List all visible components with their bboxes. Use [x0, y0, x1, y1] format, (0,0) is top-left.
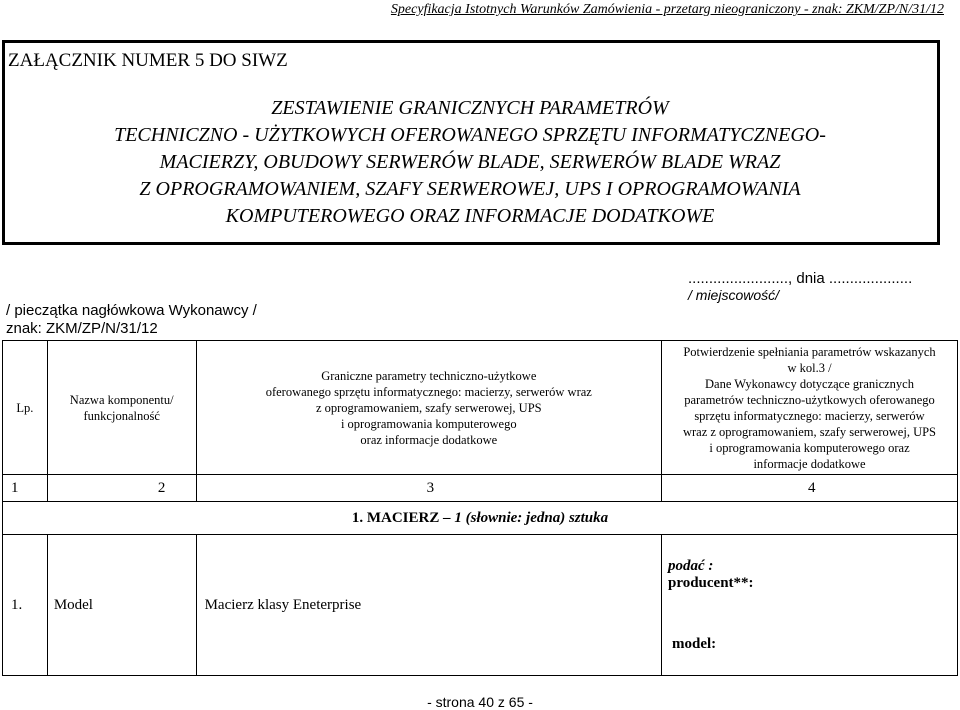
document-header: Specyfikacja Istotnych Warunków Zamówienia - przetarg nieograniczony - znak: ZKM/ZP/N/31/12: [390, 2, 944, 17]
document-title: [40, 95, 900, 230]
row-parameter: Macierz klasy Eneterprise: [196, 535, 661, 676]
page-number: - strona 40 z 65 -: [427, 694, 533, 710]
title-line: MACIERZY, OBUDOWY SERWERÓW BLADE, SERWERÓW BLADE WRAZ: [159, 151, 781, 173]
model-field[interactable]: model:: [671, 635, 717, 652]
stamp-label: / pieczątka nagłówkowa Wykonawcy /: [6, 302, 257, 319]
provide-label: podać :: [667, 557, 714, 574]
title-line: Z OPROGRAMOWANIEM, SZAFY SERWEROWEJ, UPS I OPROGRAMOWANIA: [139, 178, 801, 200]
column-number: 3: [196, 475, 661, 502]
row-lp: 1.: [3, 535, 48, 676]
section-quantity: – 1 (słownie: jedna) sztuka: [439, 509, 609, 526]
column-number-row: [3, 475, 958, 502]
header-confirm-line: parametrów techniczno-użytkowych oferowanego: [684, 392, 935, 407]
column-number: 1: [3, 475, 48, 502]
header-confirm-line: i oprogramowania komputerowego oraz: [709, 440, 910, 455]
header-param-line: oferowanego sprzętu informatycznego: macierzy, serwerów wraz: [265, 384, 592, 399]
header-component-name: [47, 341, 196, 475]
row-confirmation: [661, 535, 957, 676]
header-param-line: i oprogramowania komputerowego: [340, 416, 517, 431]
section-row: [3, 502, 958, 535]
producer-field[interactable]: producent**:: [667, 574, 754, 591]
section-number: 1. MACIERZ: [351, 509, 440, 526]
header-confirm-line: Potwierdzenie spełniania parametrów wskazanych: [683, 344, 936, 359]
header-confirm-line: w kol.3 /: [787, 360, 832, 375]
header-parameters: [196, 341, 661, 475]
row-component-name: Model: [47, 535, 196, 676]
place-label: / miejscowość/: [688, 287, 780, 303]
header-name-line: funkcjonalność: [83, 408, 160, 423]
place-date-field: ........................, dnia ....................: [688, 270, 913, 287]
header-name-line: Nazwa komponentu/: [69, 392, 174, 407]
title-line: ZESTAWIENIE GRANICZNYCH PARAMETRÓW: [271, 97, 669, 119]
table-header-row: [3, 341, 958, 475]
header-param-line: z oprogramowaniem, szafy serwerowej, UPS: [315, 400, 542, 415]
header-confirm-line: wraz z oprogramowaniem, szafy serwerowej, UPS: [682, 424, 937, 439]
title-line: TECHNICZNO - UŻYTKOWYCH OFEROWANEGO SPRZĘTU INFORMATYCZNEGO-: [114, 124, 826, 146]
header-param-line: oraz informacje dodatkowe: [360, 432, 498, 447]
table-row: [3, 535, 958, 676]
title-line: KOMPUTEROWEGO ORAZ INFORMACJE DODATKOWE: [225, 205, 715, 227]
section-title: [3, 502, 958, 535]
header-param-line: Graniczne parametry techniczno-użytkowe: [321, 368, 537, 383]
header-confirmation: [661, 341, 957, 475]
reference-number: znak: ZKM/ZP/N/31/12: [6, 320, 158, 337]
parameters-table: [2, 340, 958, 676]
header-confirm-line: sprzętu informatycznego: macierzy, serwerów: [694, 408, 925, 423]
column-number: 4: [661, 475, 957, 502]
column-number: 2: [47, 475, 196, 502]
annex-label: ZAŁĄCZNIK NUMER 5 DO SIWZ: [8, 50, 288, 71]
header-confirm-line: Dane Wykonawcy dotyczące granicznych: [705, 376, 914, 391]
header-lp: Lp.: [3, 341, 48, 475]
header-confirm-line: informacje dodatkowe: [753, 456, 866, 471]
